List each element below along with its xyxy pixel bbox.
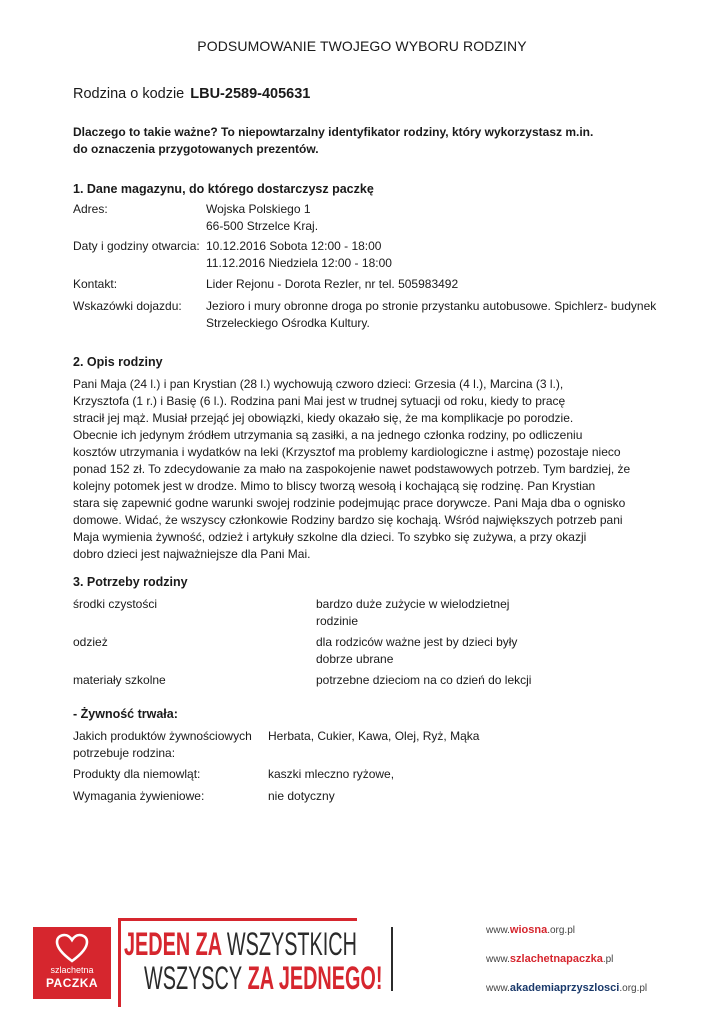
directions-value <box>206 298 656 332</box>
contact-value: Lider Rejonu - Dorota Rezler, nr tel. 505983492 <box>206 277 459 291</box>
description-line: domowe. Widać, że wszyscy członkowie Rodziny bardzo się kochają. Wśród największych potrzeb pani <box>73 513 623 527</box>
link-szlachetnapaczka[interactable] <box>486 951 613 968</box>
page-title: PODSUMOWANIE TWOJEGO WYBORU RODZINY <box>197 38 527 54</box>
description-line: Krzysztofa (1 r.) i Basię (6 l.). Rodzina pani Mai jest w trudnej sytuacji od roku, kiedy to pracę <box>73 394 566 408</box>
need-note <box>316 596 556 630</box>
food-products-label-line: potrzebuje rodzina: <box>73 746 176 760</box>
food-heading: - Żywność trwała: <box>73 707 178 721</box>
description-heading: 2. Opis rodziny <box>73 355 163 369</box>
link-domain: akademiaprzyszlosci <box>509 982 620 994</box>
slogan-part: WSZYSTKICH <box>226 926 357 962</box>
footer <box>0 905 724 1024</box>
slogan-part: WSZYSCY <box>144 960 243 996</box>
description-line: Obecnie ich jedynym źródłem utrzymania są zasiłki, a na jednego członka rodziny, po odliczeniu <box>73 428 583 442</box>
why-important-note <box>73 124 673 158</box>
slogan-line-2 <box>144 961 382 995</box>
link-prefix: www. <box>486 983 510 994</box>
family-code-label: Rodzina o kodzie <box>73 86 185 102</box>
footer-divider <box>391 927 393 991</box>
slogan-part: JEDEN ZA <box>124 926 222 962</box>
directions-label: Wskazówki dojazdu: <box>73 299 182 313</box>
description-line: stara się zapewnić godne warunki swojej rodzinie podejmując prace dorywcze. Pani Maja dba o ognisko <box>73 496 626 510</box>
family-description <box>73 376 673 563</box>
link-suffix: .pl <box>602 954 614 965</box>
link-domain: szlachetnapaczka <box>509 953 603 965</box>
food-products-label <box>73 728 268 762</box>
hours-label: Daty i godziny otwarcia: <box>73 239 200 253</box>
need-name: materiały szkolne <box>73 673 166 687</box>
diet-label: Wymagania żywieniowe: <box>73 789 205 803</box>
need-name: odzież <box>73 635 108 649</box>
link-suffix: .org.pl <box>619 983 648 994</box>
address-line: Wojska Polskiego 1 <box>206 202 311 216</box>
contact-label: Kontakt: <box>73 277 118 291</box>
heart-icon <box>55 933 89 963</box>
szlachetna-paczka-logo <box>33 927 111 999</box>
description-line: stracił jej mąż. Musiał przejąć jej obowiązki, kiedy okazało się, że ma komplikacje po porodzie. <box>73 411 574 425</box>
slogan-part: ZA JEDNEGO! <box>247 960 383 996</box>
description-line: Maja wymienia żywność, odzież i artykuły szkolne dla dzieci. To szybko się zużywa, a przy okazji <box>73 530 587 544</box>
description-line: Pani Maja (24 l.) i pan Krystian (28 l.) wychowują czworo dzieci: Grzesia (4 l.), Marcina (3 l.), <box>73 377 564 391</box>
need-note-line: dla rodziców ważne jest by dzieci były <box>316 635 518 649</box>
link-domain: wiosna <box>509 924 548 936</box>
address-value <box>206 201 318 235</box>
need-note-line: rodzinie <box>316 614 359 628</box>
description-line: kosztów utrzymania i wydatków na leki (Krzysztof ma problemy kardiologiczne i astmę) pozostaje nieco <box>73 445 621 459</box>
food-products-value: Herbata, Cukier, Kawa, Olej, Ryż, Mąka <box>268 729 480 743</box>
warehouse-heading: 1. Dane magazynu, do którego dostarczysz paczkę <box>73 182 374 196</box>
hours-value <box>206 238 392 272</box>
family-code: LBU-2589-405631 <box>190 86 311 102</box>
description-line: kolejny potomek jest w drodze. Mimo to bliscy tworzą wesołą i kochającą się rodzinę. Pan Krystian <box>73 479 596 493</box>
directions-line: Jezioro i mury obronne droga po stronie przystanku autobusowe. Spichlerz- budynek <box>206 299 657 313</box>
why-line: Dlaczego to takie ważne? To niepowtarzalny identyfikator rodziny, który wykorzystasz m.in. <box>73 125 594 139</box>
food-products-label-line: Jakich produktów żywnościowych <box>73 729 252 743</box>
diet-value: nie dotyczny <box>268 789 335 803</box>
logo-text-bottom: PACZKA <box>45 976 99 990</box>
directions-line: Strzeleckiego Ośrodka Kultury. <box>206 316 370 330</box>
address-label: Adres: <box>73 202 108 216</box>
link-prefix: www. <box>486 954 510 965</box>
need-note <box>316 672 556 689</box>
need-note-line: potrzebne dzieciom na co dzień do lekcji <box>316 673 532 687</box>
link-wiosna[interactable] <box>486 922 575 939</box>
address-line: 66-500 Strzelce Kraj. <box>206 219 319 233</box>
infant-products-value: kaszki mleczno ryżowe, <box>268 767 395 781</box>
hours-line: 10.12.2016 Sobota 12:00 - 18:00 <box>206 239 382 253</box>
infant-products-label: Produkty dla niemowląt: <box>73 767 201 781</box>
link-prefix: www. <box>486 925 510 936</box>
logo-text-top: szlachetna <box>50 965 94 975</box>
need-name: środki czystości <box>73 597 158 611</box>
link-akademiaprzyszlosci[interactable] <box>486 980 647 997</box>
slogan-line-1 <box>124 927 357 961</box>
needs-heading: 3. Potrzeby rodziny <box>73 575 188 589</box>
need-note-line: dobrze ubrane <box>316 652 394 666</box>
need-note-line: bardzo duże zużycie w wielodzietnej <box>316 597 510 611</box>
description-line: ponad 152 zł. To zdecydowanie za mało na zaspokojenie nawet podstawowych potrzeb. Tym bardziej, że <box>73 462 631 476</box>
hours-line: 11.12.2016 Niedziela 12:00 - 18:00 <box>206 256 392 270</box>
why-line: do oznaczenia przygotowanych prezentów. <box>73 142 319 156</box>
link-suffix: .org.pl <box>547 925 575 936</box>
need-note <box>316 634 556 668</box>
description-line: dobro dzieci jest najważniejsze dla Pani Mai. <box>73 547 311 561</box>
family-code-line <box>73 86 310 103</box>
